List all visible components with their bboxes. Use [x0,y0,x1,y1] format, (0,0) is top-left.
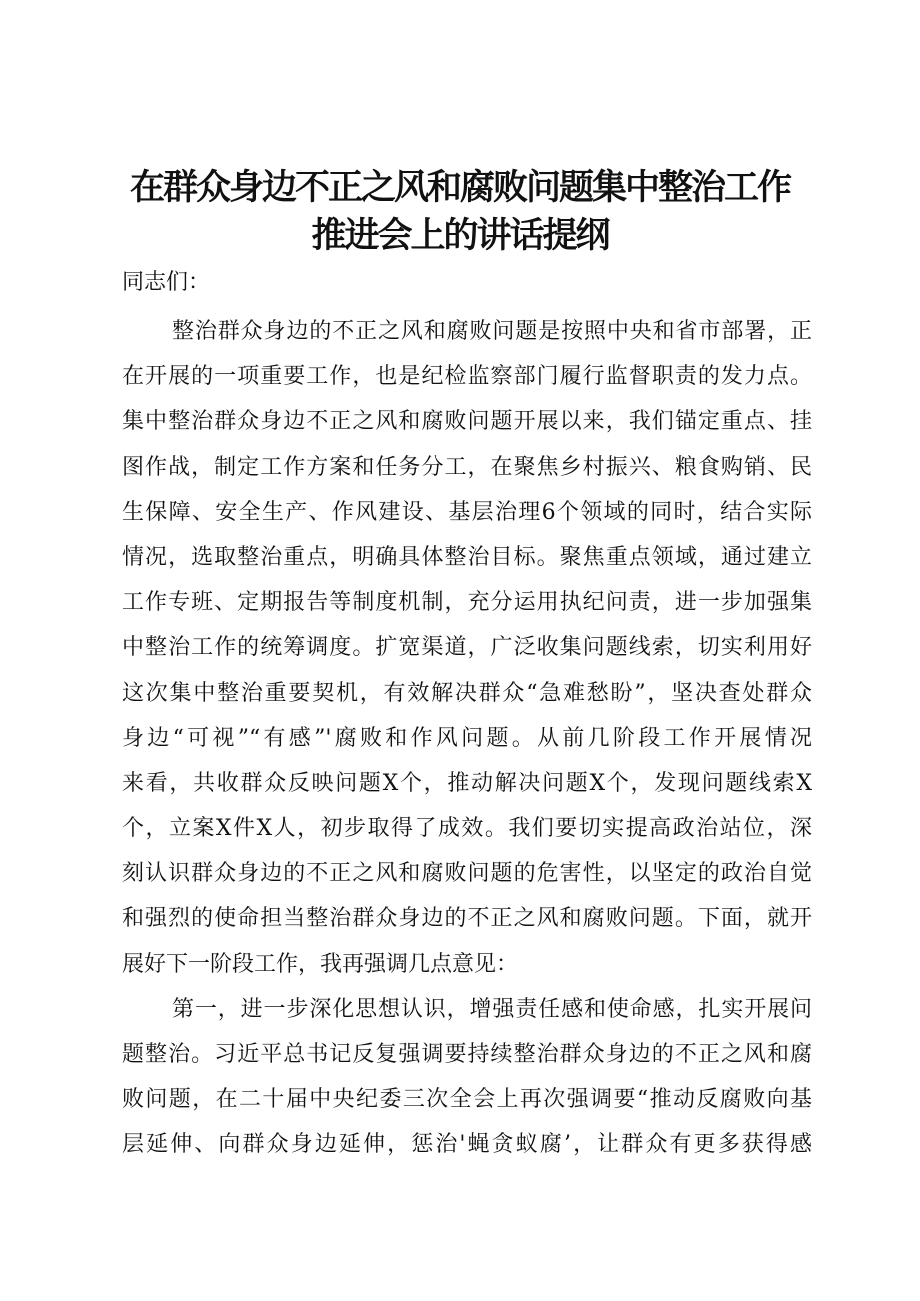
document-body [122,309,812,1168]
paragraph-1-line: 工作专班、定期报告等制度机制，充分运用执纪问责，进一步加强集 [122,590,812,616]
document-title-line-2: 推进会上的讲话提纲 [311,216,609,256]
paragraph-2-line: 第一，进一步深化思想认识，增强责任感和使命感，扎实开展问 [172,996,812,1022]
paragraph-1-line: 刻认识群众身边的不正之风和腐败问题的危害性，以坚定的政治自觉 [122,861,812,887]
paragraph-1-line: 整治群众身边的不正之风和腐败问题是按照中央和省市部署，正 [172,319,812,344]
paragraph-2-line: 层延伸、向群众身边延伸，惩治'蝇贪蚁腐’，让群众有更多获得感 [122,1132,812,1158]
salutation: 同志们： [122,270,211,295]
paragraph-2-line: 败问题，在二十届中央纪委三次全会上再次强调要“推动反腐败向基 [122,1087,812,1113]
paragraph-1-line: 来看，共收群众反映问题X个，推动解决问题X个，发现问题线索X [122,770,812,796]
paragraph-1-line: 情况，选取整治重点，明确具体整治目标。聚焦重点领域，通过建立 [122,544,812,570]
paragraph-1-line: 展好下一阶段工作，我再强调几点意见： [122,951,519,977]
document-title-line-1: 在群众身边不正之风和腐败问题集中整治工作 [129,168,790,208]
paragraph-1-line: 这次集中整治重要契机，有效解决群众“急难愁盼”，坚决查处群众 [122,680,812,706]
paragraph-1-line: 中整治工作的统筹调度。扩宽渠道，广泛收集问题线索，切实利用好 [122,635,812,661]
paragraph-1-line: 集中整治群众身边不正之风和腐败问题开展以来，我们锚定重点、挂 [122,409,812,435]
paragraph-1-line: 在开展的一项重要工作，也是纪检监察部门履行监督职责的发力点。 [122,364,812,390]
paragraph-1-line: 身边“可视”“有感”'腐败和作风问题。从前几阶段工作开展情况 [122,725,812,751]
paragraph-1-line: 图作战，制定工作方案和任务分工，在聚焦乡村振兴、粮食购销、民 [122,454,812,480]
paragraph-1-line: 生保障、安全生产、作风建设、基层治理6个领域的同时，结合实际 [122,499,812,525]
paragraph-1-line: 和强烈的使命担当整治群众身边的不正之风和腐败问题。下面，就开 [122,906,812,932]
paragraph-2-line: 题整治。习近平总书记反复强调要持续整治群众身边的不正之风和腐 [122,1042,812,1067]
paragraph-1-line: 个，立案X件X人，初步取得了成效。我们要切实提高政治站位，深 [122,816,812,842]
